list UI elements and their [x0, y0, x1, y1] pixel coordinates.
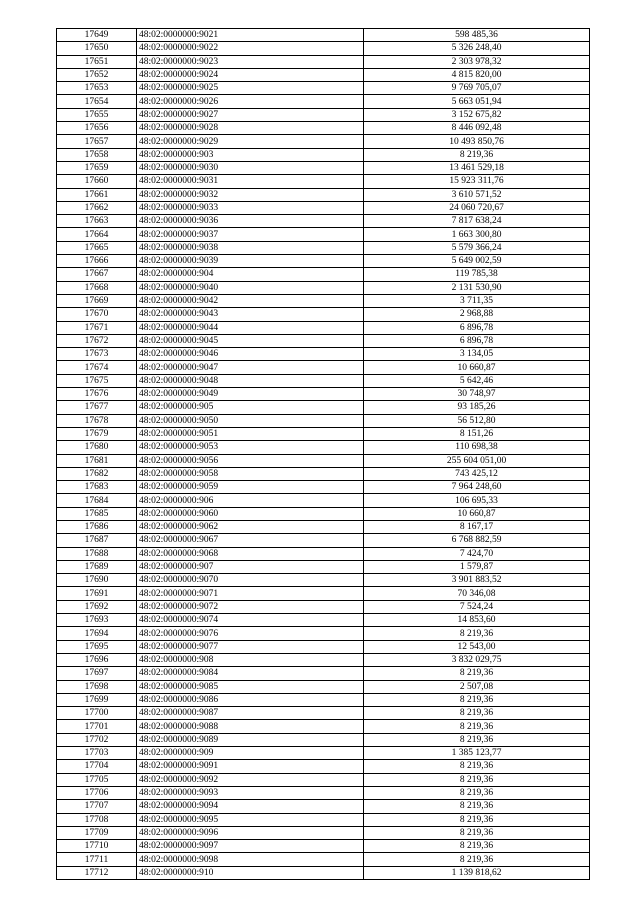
table-row [57, 95, 590, 108]
cadastral-number-cell: 48:02:0000000:9072 [137, 600, 364, 613]
cadastral-number-cell: 48:02:0000000:9095 [137, 813, 364, 826]
cadastral-value-cell: 8 219,36 [364, 148, 590, 161]
cadastral-value-cell: 8 219,36 [364, 707, 590, 720]
cadastral-value-cell: 598 485,36 [364, 29, 590, 42]
cadastral-value-cell: 8 151,26 [364, 427, 590, 440]
cadastral-value-cell: 2 131 530,90 [364, 281, 590, 294]
cadastral-value-cell: 2 968,88 [364, 308, 590, 321]
row-number-cell: 17701 [57, 720, 137, 733]
row-number-cell: 17694 [57, 627, 137, 640]
table-row [57, 720, 590, 733]
row-number-cell: 17693 [57, 614, 137, 627]
cadastral-value-cell: 110 698,38 [364, 441, 590, 454]
cadastral-value-cell: 8 446 092,48 [364, 122, 590, 135]
table-row [57, 747, 590, 760]
cadastral-number-cell: 48:02:0000000:9022 [137, 42, 364, 55]
table-row [57, 188, 590, 201]
cadastral-number-cell: 48:02:0000000:9046 [137, 348, 364, 361]
table-row [57, 534, 590, 547]
cadastral-number-cell: 48:02:0000000:9026 [137, 95, 364, 108]
row-number-cell: 17674 [57, 361, 137, 374]
cadastral-number-cell: 48:02:0000000:9062 [137, 520, 364, 533]
row-number-cell: 17653 [57, 82, 137, 95]
cadastral-number-cell: 48:02:0000000:9076 [137, 627, 364, 640]
row-number-cell: 17689 [57, 560, 137, 573]
cadastral-value-cell: 8 219,36 [364, 813, 590, 826]
row-number-cell: 17695 [57, 640, 137, 653]
cadastral-number-cell: 48:02:0000000:9086 [137, 693, 364, 706]
cadastral-number-cell: 48:02:0000000:905 [137, 401, 364, 414]
cadastral-number-cell: 48:02:0000000:9085 [137, 680, 364, 693]
table-row [57, 840, 590, 853]
cadastral-number-cell: 48:02:0000000:907 [137, 560, 364, 573]
table-row [57, 813, 590, 826]
row-number-cell: 17665 [57, 241, 137, 254]
row-number-cell: 17682 [57, 467, 137, 480]
cadastral-value-cell: 15 923 311,76 [364, 175, 590, 188]
table-row [57, 773, 590, 786]
cadastral-number-cell: 48:02:0000000:9071 [137, 587, 364, 600]
cadastral-value-cell: 6 768 882,59 [364, 534, 590, 547]
cadastral-number-cell: 48:02:0000000:9050 [137, 414, 364, 427]
row-number-cell: 17662 [57, 201, 137, 214]
cadastral-value-cell: 7 817 638,24 [364, 215, 590, 228]
cadastral-value-cell: 8 219,36 [364, 693, 590, 706]
row-number-cell: 17669 [57, 294, 137, 307]
row-number-cell: 17672 [57, 334, 137, 347]
cadastral-number-cell: 48:02:0000000:9024 [137, 68, 364, 81]
cadastral-number-cell: 48:02:0000000:9029 [137, 135, 364, 148]
cadastral-number-cell: 48:02:0000000:9033 [137, 201, 364, 214]
cadastral-number-cell: 48:02:0000000:9087 [137, 707, 364, 720]
table-row [57, 308, 590, 321]
row-number-cell: 17706 [57, 786, 137, 799]
cadastral-number-cell: 48:02:0000000:9031 [137, 175, 364, 188]
table-row [57, 826, 590, 839]
cadastral-number-cell: 48:02:0000000:9048 [137, 374, 364, 387]
row-number-cell: 17688 [57, 547, 137, 560]
table-row [57, 108, 590, 121]
cadastral-value-cell: 70 346,08 [364, 587, 590, 600]
cadastral-number-cell: 48:02:0000000:9091 [137, 760, 364, 773]
cadastral-value-cell: 10 660,87 [364, 361, 590, 374]
cadastral-value-cell: 3 152 675,82 [364, 108, 590, 121]
cadastral-value-cell: 24 060 720,67 [364, 201, 590, 214]
table-row [57, 241, 590, 254]
cadastral-value-cell: 10 660,87 [364, 507, 590, 520]
cadastral-number-cell: 48:02:0000000:9040 [137, 281, 364, 294]
cadastral-value-cell: 56 512,80 [364, 414, 590, 427]
row-number-cell: 17679 [57, 427, 137, 440]
table-row [57, 55, 590, 68]
cadastral-number-cell: 48:02:0000000:9077 [137, 640, 364, 653]
table-row [57, 122, 590, 135]
table-row [57, 454, 590, 467]
cadastral-value-cell: 7 524,24 [364, 600, 590, 613]
cadastral-number-cell: 48:02:0000000:9060 [137, 507, 364, 520]
table-row [57, 667, 590, 680]
table-row [57, 321, 590, 334]
cadastral-value-cell: 5 579 366,24 [364, 241, 590, 254]
cadastral-number-cell: 48:02:0000000:9049 [137, 388, 364, 401]
table-row [57, 148, 590, 161]
cadastral-value-cell: 8 219,36 [364, 760, 590, 773]
row-number-cell: 17702 [57, 733, 137, 746]
cadastral-number-cell: 48:02:0000000:9089 [137, 733, 364, 746]
cadastral-value-cell: 2 303 978,32 [364, 55, 590, 68]
cadastral-value-cell: 1 139 818,62 [364, 866, 590, 879]
table-row [57, 707, 590, 720]
table-row [57, 733, 590, 746]
cadastral-number-cell: 48:02:0000000:9098 [137, 853, 364, 866]
table-row [57, 68, 590, 81]
row-number-cell: 17670 [57, 308, 137, 321]
row-number-cell: 17690 [57, 574, 137, 587]
row-number-cell: 17708 [57, 813, 137, 826]
cadastral-number-cell: 48:02:0000000:9093 [137, 786, 364, 799]
row-number-cell: 17650 [57, 42, 137, 55]
cadastral-number-cell: 48:02:0000000:9042 [137, 294, 364, 307]
row-number-cell: 17649 [57, 29, 137, 42]
table-row [57, 800, 590, 813]
cadastral-value-cell: 3 901 883,52 [364, 574, 590, 587]
cadastral-number-cell: 48:02:0000000:9068 [137, 547, 364, 560]
table-body [57, 29, 590, 880]
table-row [57, 600, 590, 613]
cadastral-number-cell: 48:02:0000000:9037 [137, 228, 364, 241]
cadastral-number-cell: 48:02:0000000:9038 [137, 241, 364, 254]
cadastral-number-cell: 48:02:0000000:9053 [137, 441, 364, 454]
table-row [57, 760, 590, 773]
cadastral-value-cell: 7 964 248,60 [364, 481, 590, 494]
row-number-cell: 17704 [57, 760, 137, 773]
cadastral-value-cell: 9 769 705,07 [364, 82, 590, 95]
cadastral-number-cell: 48:02:0000000:9070 [137, 574, 364, 587]
cadastral-number-cell: 48:02:0000000:9074 [137, 614, 364, 627]
table-row [57, 494, 590, 507]
cadastral-value-cell: 12 543,00 [364, 640, 590, 653]
table-row [57, 294, 590, 307]
cadastral-number-cell: 48:02:0000000:9044 [137, 321, 364, 334]
cadastral-number-cell: 48:02:0000000:9025 [137, 82, 364, 95]
table-row [57, 401, 590, 414]
cadastral-value-cell: 3 610 571,52 [364, 188, 590, 201]
cadastral-value-cell: 8 219,36 [364, 667, 590, 680]
table-row [57, 268, 590, 281]
cadastral-value-cell: 743 425,12 [364, 467, 590, 480]
table-row [57, 520, 590, 533]
cadastral-value-cell: 1 663 300,80 [364, 228, 590, 241]
table-row [57, 786, 590, 799]
row-number-cell: 17707 [57, 800, 137, 813]
row-number-cell: 17680 [57, 441, 137, 454]
cadastral-value-cell: 8 219,36 [364, 853, 590, 866]
cadastral-number-cell: 48:02:0000000:9036 [137, 215, 364, 228]
table-row [57, 640, 590, 653]
row-number-cell: 17666 [57, 255, 137, 268]
row-number-cell: 17676 [57, 388, 137, 401]
cadastral-number-cell: 48:02:0000000:9045 [137, 334, 364, 347]
table-row [57, 441, 590, 454]
row-number-cell: 17655 [57, 108, 137, 121]
table-row [57, 82, 590, 95]
cadastral-value-cell: 8 167,17 [364, 520, 590, 533]
cadastral-value-cell: 8 219,36 [364, 786, 590, 799]
cadastral-number-cell: 48:02:0000000:9027 [137, 108, 364, 121]
cadastral-value-cell: 255 604 051,00 [364, 454, 590, 467]
row-number-cell: 17667 [57, 268, 137, 281]
cadastral-number-cell: 48:02:0000000:9092 [137, 773, 364, 786]
row-number-cell: 17705 [57, 773, 137, 786]
table-row [57, 467, 590, 480]
cadastral-value-cell: 3 832 029,75 [364, 653, 590, 666]
cadastral-number-cell: 48:02:0000000:9096 [137, 826, 364, 839]
row-number-cell: 17691 [57, 587, 137, 600]
cadastral-number-cell: 48:02:0000000:9030 [137, 161, 364, 174]
table-row [57, 427, 590, 440]
table-row [57, 161, 590, 174]
row-number-cell: 17657 [57, 135, 137, 148]
row-number-cell: 17686 [57, 520, 137, 533]
cadastral-number-cell: 48:02:0000000:9021 [137, 29, 364, 42]
cadastral-number-cell: 48:02:0000000:9067 [137, 534, 364, 547]
table-row [57, 853, 590, 866]
table-row [57, 653, 590, 666]
table-row [57, 201, 590, 214]
cadastral-value-cell: 3 134,05 [364, 348, 590, 361]
cadastral-value-cell: 5 649 002,59 [364, 255, 590, 268]
row-number-cell: 17700 [57, 707, 137, 720]
row-number-cell: 17698 [57, 680, 137, 693]
row-number-cell: 17663 [57, 215, 137, 228]
cadastral-value-cell: 106 695,33 [364, 494, 590, 507]
row-number-cell: 17651 [57, 55, 137, 68]
row-number-cell: 17652 [57, 68, 137, 81]
cadastral-number-cell: 48:02:0000000:906 [137, 494, 364, 507]
table-row [57, 481, 590, 494]
table-row [57, 361, 590, 374]
table-row [57, 614, 590, 627]
row-number-cell: 17656 [57, 122, 137, 135]
table-row [57, 255, 590, 268]
cadastral-number-cell: 48:02:0000000:904 [137, 268, 364, 281]
table-row [57, 627, 590, 640]
table-row [57, 334, 590, 347]
table-row [57, 175, 590, 188]
cadastral-value-cell: 1 579,87 [364, 560, 590, 573]
table-row [57, 348, 590, 361]
table-row [57, 587, 590, 600]
cadastral-number-cell: 48:02:0000000:9032 [137, 188, 364, 201]
cadastral-value-cell: 6 896,78 [364, 321, 590, 334]
row-number-cell: 17675 [57, 374, 137, 387]
row-number-cell: 17712 [57, 866, 137, 879]
table-row [57, 693, 590, 706]
cadastral-number-cell: 48:02:0000000:9023 [137, 55, 364, 68]
cadastral-value-cell: 8 219,36 [364, 627, 590, 640]
table-row [57, 574, 590, 587]
row-number-cell: 17677 [57, 401, 137, 414]
cadastral-value-cell: 14 853,60 [364, 614, 590, 627]
cadastral-value-cell: 1 385 123,77 [364, 747, 590, 760]
cadastral-value-cell: 8 219,36 [364, 840, 590, 853]
table-row [57, 374, 590, 387]
row-number-cell: 17699 [57, 693, 137, 706]
table-row [57, 507, 590, 520]
cadastral-number-cell: 48:02:0000000:9094 [137, 800, 364, 813]
table-row [57, 215, 590, 228]
row-number-cell: 17659 [57, 161, 137, 174]
cadastral-value-cell: 7 424,70 [364, 547, 590, 560]
cadastral-value-cell: 5 326 248,40 [364, 42, 590, 55]
row-number-cell: 17696 [57, 653, 137, 666]
cadastral-value-cell: 5 642,46 [364, 374, 590, 387]
cadastral-value-cell: 6 896,78 [364, 334, 590, 347]
row-number-cell: 17709 [57, 826, 137, 839]
cadastral-number-cell: 48:02:0000000:9059 [137, 481, 364, 494]
cadastral-value-cell: 8 219,36 [364, 826, 590, 839]
row-number-cell: 17687 [57, 534, 137, 547]
row-number-cell: 17685 [57, 507, 137, 520]
table-row [57, 29, 590, 42]
row-number-cell: 17668 [57, 281, 137, 294]
cadastral-value-cell: 8 219,36 [364, 800, 590, 813]
cadastral-value-cell: 4 815 820,00 [364, 68, 590, 81]
cadastral-number-cell: 48:02:0000000:910 [137, 866, 364, 879]
row-number-cell: 17654 [57, 95, 137, 108]
table-row [57, 414, 590, 427]
row-number-cell: 17678 [57, 414, 137, 427]
row-number-cell: 17660 [57, 175, 137, 188]
row-number-cell: 17710 [57, 840, 137, 853]
row-number-cell: 17683 [57, 481, 137, 494]
table-row [57, 42, 590, 55]
row-number-cell: 17692 [57, 600, 137, 613]
table-row [57, 281, 590, 294]
row-number-cell: 17681 [57, 454, 137, 467]
row-number-cell: 17671 [57, 321, 137, 334]
row-number-cell: 17703 [57, 747, 137, 760]
row-number-cell: 17664 [57, 228, 137, 241]
cadastral-number-cell: 48:02:0000000:9039 [137, 255, 364, 268]
cadastral-number-cell: 48:02:0000000:9097 [137, 840, 364, 853]
cadastral-value-cell: 3 711,35 [364, 294, 590, 307]
cadastral-value-cell: 119 785,38 [364, 268, 590, 281]
row-number-cell: 17697 [57, 667, 137, 680]
cadastral-number-cell: 48:02:0000000:9084 [137, 667, 364, 680]
cadastral-number-cell: 48:02:0000000:9043 [137, 308, 364, 321]
cadastral-number-cell: 48:02:0000000:9047 [137, 361, 364, 374]
cadastral-number-cell: 48:02:0000000:9058 [137, 467, 364, 480]
table-row [57, 388, 590, 401]
cadastral-number-cell: 48:02:0000000:9056 [137, 454, 364, 467]
cadastral-number-cell: 48:02:0000000:909 [137, 747, 364, 760]
cadastral-value-cell: 8 219,36 [364, 773, 590, 786]
table-row [57, 866, 590, 879]
row-number-cell: 17658 [57, 148, 137, 161]
table-row [57, 547, 590, 560]
cadastral-value-cell: 13 461 529,18 [364, 161, 590, 174]
cadastral-number-cell: 48:02:0000000:9028 [137, 122, 364, 135]
row-number-cell: 17711 [57, 853, 137, 866]
cadastral-number-cell: 48:02:0000000:908 [137, 653, 364, 666]
cadastral-value-cell: 30 748,97 [364, 388, 590, 401]
row-number-cell: 17661 [57, 188, 137, 201]
row-number-cell: 17673 [57, 348, 137, 361]
cadastral-value-cell: 93 185,26 [364, 401, 590, 414]
cadastral-value-cell: 5 663 051,94 [364, 95, 590, 108]
table-row [57, 680, 590, 693]
table-row [57, 560, 590, 573]
table-row [57, 228, 590, 241]
cadastral-value-table [56, 28, 590, 880]
cadastral-value-cell: 8 219,36 [364, 733, 590, 746]
cadastral-number-cell: 48:02:0000000:9088 [137, 720, 364, 733]
cadastral-value-cell: 10 493 850,76 [364, 135, 590, 148]
cadastral-number-cell: 48:02:0000000:9051 [137, 427, 364, 440]
cadastral-number-cell: 48:02:0000000:903 [137, 148, 364, 161]
cadastral-value-cell: 8 219,36 [364, 720, 590, 733]
table-row [57, 135, 590, 148]
row-number-cell: 17684 [57, 494, 137, 507]
cadastral-value-cell: 2 507,08 [364, 680, 590, 693]
